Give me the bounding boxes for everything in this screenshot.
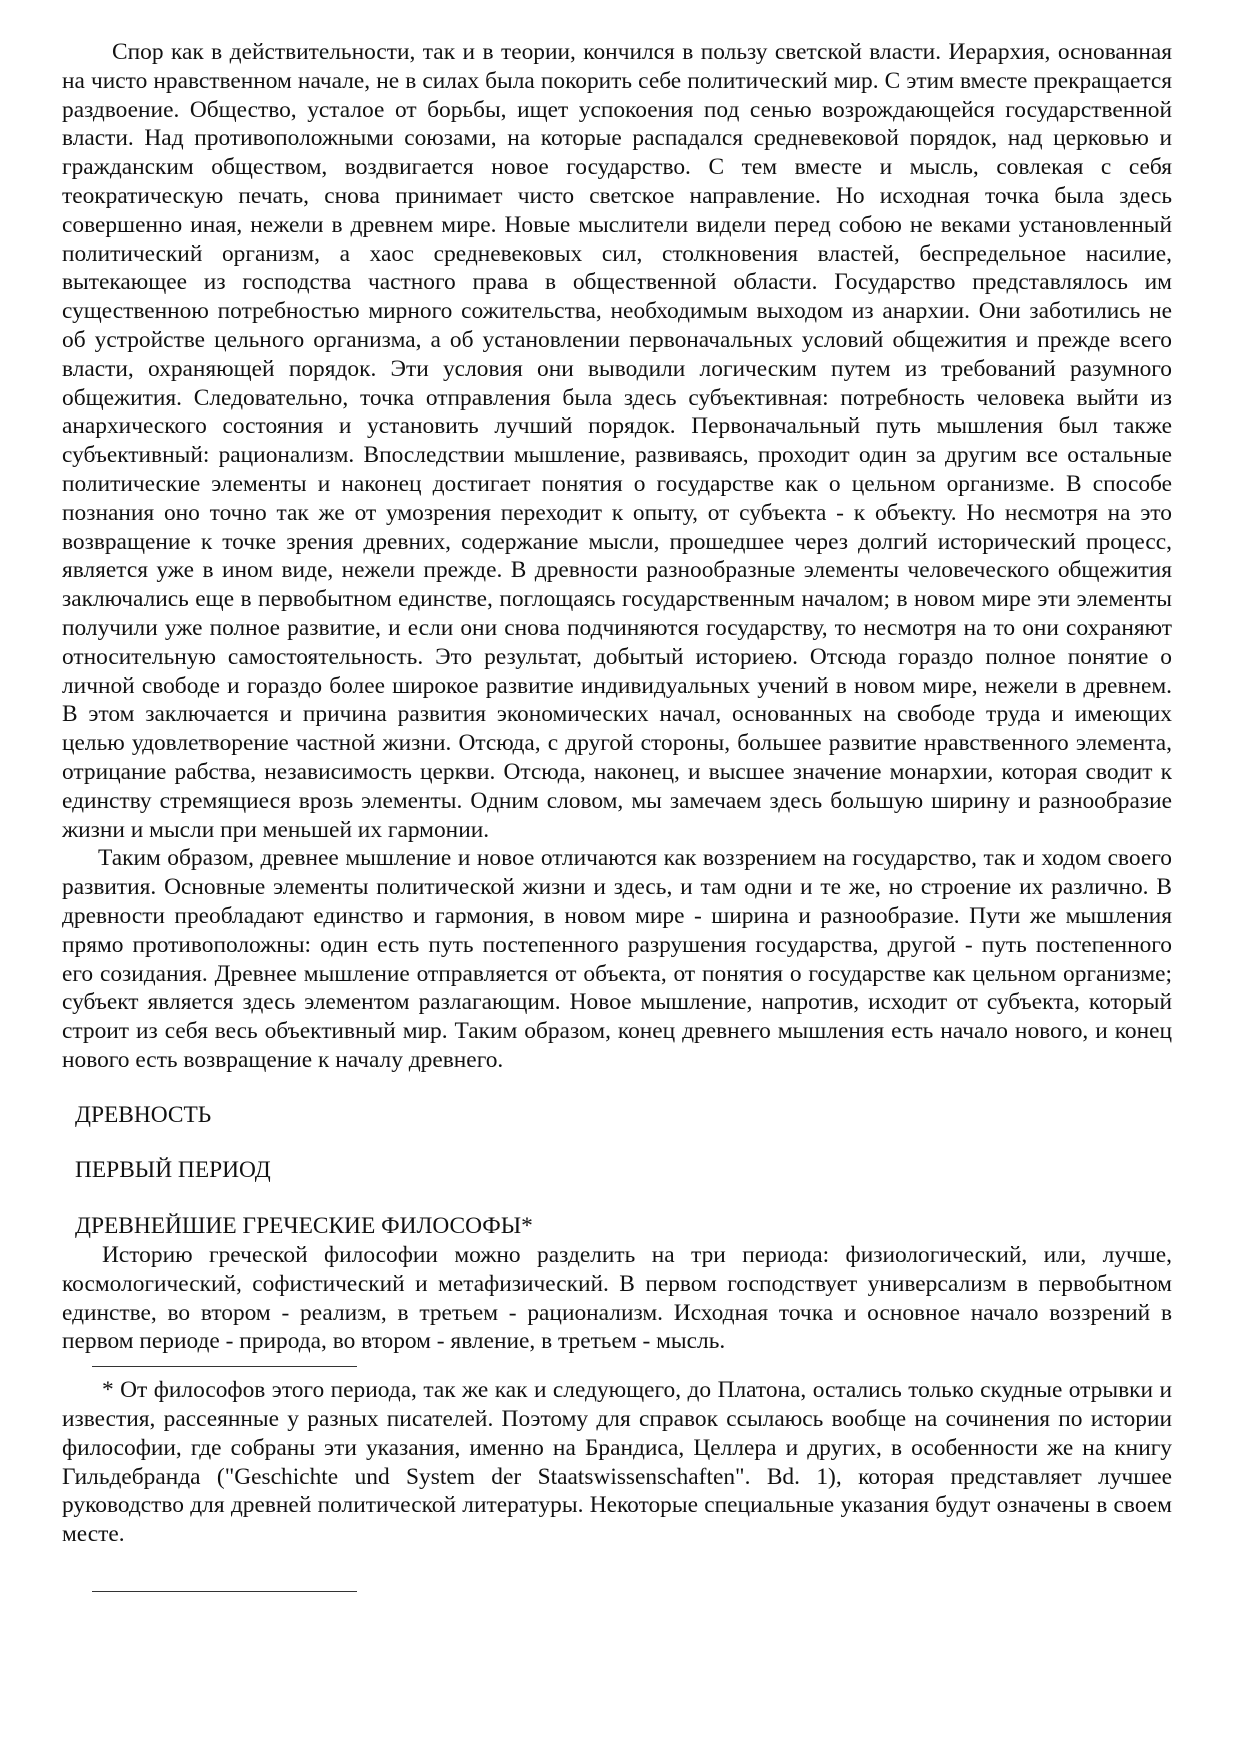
body-paragraph-2: Таким образом, древнее мышление и новое отличаются как воззрением на государство, так и ходом своего развития. Основные элементы политической жизни и здесь, и там одни и те же, но строение их различно. В древности преобладают единство и гармония, в новом мире - ширина и разнообразие. Пути же мышления прямо противоположны: один есть путь постепенного разрушения государства, другой - путь постепенного его созидания. Древнее мышление отправляется от объекта, от понятия о государстве как цельном организме; субъект является здесь элементом разлагающим. Новое мышление, напротив, исходит от субъекта, который строит из себя весь объективный мир. Таким образом, конец древнего мышления есть начало нового, и конец нового есть возвращение к началу древнего. [62, 845, 1172, 1073]
part-heading: ДРЕВНОСТЬ [75, 1101, 212, 1128]
chapter-heading: ДРЕВНЕЙШИЕ ГРЕЧЕСКИЕ ФИЛОСОФЫ* [75, 1213, 533, 1240]
footnote-separator [92, 1366, 357, 1367]
body-paragraph-1: Спор как в действительности, так и в теории, кончился в пользу светской власти. Иерархия, основанная на чисто нравственном начале, не в силах была покорить себе политический мир. С этим вместе прекращается раздвоение. Общество, усталое от борьбы, ищет успокоения под сенью возрождающейся государственной власти. Над противоположными союзами, на которые распадался средневековой порядок, над церковью и гражданским обществом, воздвигается новое государство. С тем вместе и мысль, совлекая с себя теократическую печать, снова принимает чисто светское направление. Но исходная точка была здесь совершенно иная, нежели в древнем мире. Новые мыслители видели перед собою не веками установленный политический организм, а хаос средневековых сил, столкновения властей, беспредельное насилие, вытекающее из господства частного права в общественной области. Государство представлялось им существенною потребностью мирного сожительства, необходимым выходом из анархии. Они заботились не об устройстве цельного организма, а об установлении первоначальных условий общежития и прежде всего власти, охраняющей порядок. Эти условия они выводили логическим путем из требований разумного общежития. Следовательно, точка отправления была здесь субъективная: потребность человека выйти из анархического состояния и установить лучший порядок. Первоначальный путь мышления был также субъективный: рационализм. Впоследствии мышление, развиваясь, проходит один за другим все остальные политические элементы и наконец достигает понятия о государстве как о цельном организме. В способе познания оно точно так же от умозрения переходит к опыту, от субъекта - к объекту. Но несмотря на это возвращение к точке зрения древних, содержание мысли, прошедшее через долгий исторический процесс, является уже в ином виде, нежели прежде. В древности разнообразные элементы человеческого общежития заключались еще в первобытном единстве, поглощаясь государственным началом; в новом мире эти элементы получили уже полное развитие, и если они снова подчиняются государству, то несмотря на то они сохраняют относительную самостоятельность. Это результат, добытый историею. Отсюда гораздо полное понятие о личной свободе и гораздо более широкое развитие индивидуальных учений в новом мире, нежели в древнем. В этом заключается и причина развития экономических начал, основанных на свободе труда и имеющих целью удовлетворение частной жизни. Отсюда, с другой стороны, большее развитие нравственного элемента, отрицание рабства, независимость церкви. Отсюда, наконец, и высшее значение монархии, которая сводит к единству стремящиеся врозь элементы. Одним словом, мы замечаем здесь большую ширину и разнообразие жизни и мысли при меньшей их гармонии. [62, 39, 1172, 843]
footnote: * От философов этого периода, так же как и следующего, до Платона, остались только скудные отрывки и известия, рассеянные у разных писателей. Поэтому для справок ссылаюсь вообще на сочинения по истории философии, где собраны эти указания, именно на Брандиса, Целлера и других, в особенности же на книгу Гильдебранда ("Geschichte und System der Staatswissenschaften". Bd. 1), которая представляет лучшее руководство для древней политической литературы. Некоторые специальные указания будут означены в своем месте. [62, 1377, 1172, 1548]
footnote-end-separator [92, 1591, 357, 1592]
chapter-intro-paragraph: Историю греческой философии можно разделить на три периода: физиологический, или, лучше, космологический, софистический и метафизический. В первом господствует универсализм в первобытном единстве, во втором - реализм, в третьем - рационализм. Исходная точка и основное начало воззрений в первом периоде - природа, во втором - явление, в третьем - мысль. [62, 1242, 1172, 1355]
period-heading: ПЕРВЫЙ ПЕРИОД [75, 1157, 271, 1184]
document-page [62, 38, 1172, 1592]
